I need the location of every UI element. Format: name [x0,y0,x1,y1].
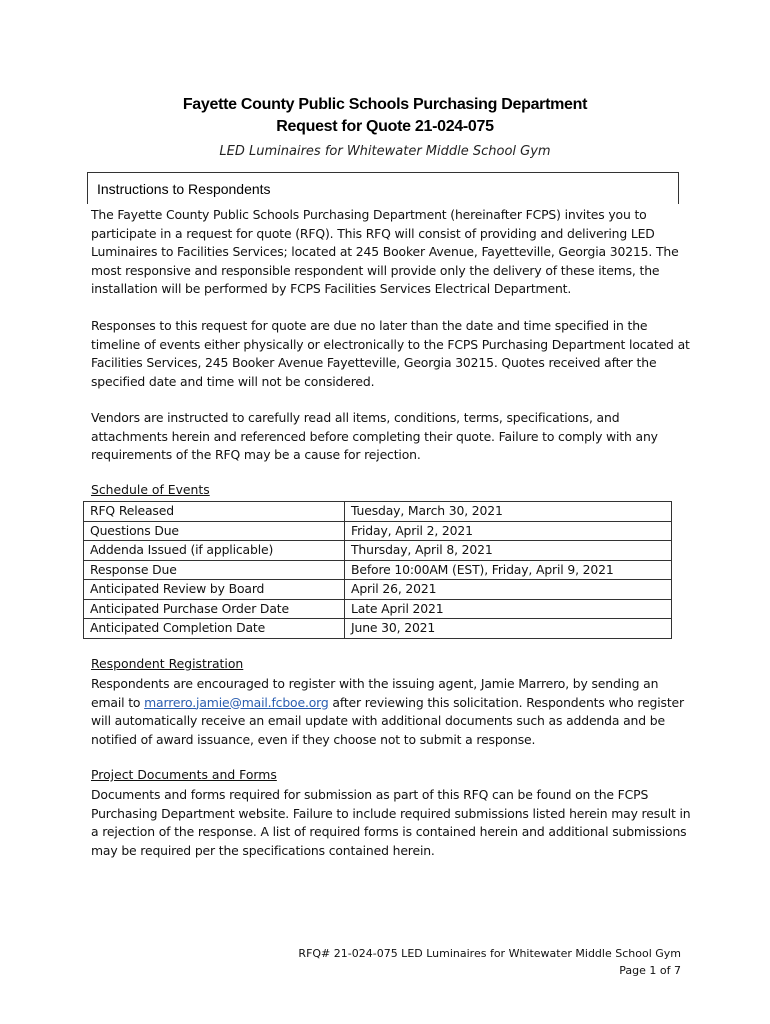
contact-email-link[interactable]: marrero.jamie@mail.fcboe.org [144,694,329,710]
registration-text-before: Respondents are encouraged to register with the issuing agent, Jamie Marrero, by sending an email to [91,676,659,710]
table-row [84,560,672,580]
title-block [0,94,770,162]
table-row [84,541,672,561]
project-documents-paragraph: Documents and forms required for submission as part of this RFQ can be found on the FCPS Purchasing Department website. Failure to include required submissions listed herein may result in a rejection of the response. A list of required forms is contained herein and additional submissions may be required per the specifications contained herein. [91,787,691,858]
date-cell: April 26, 2021 [345,580,672,600]
page-footer [298,945,681,979]
instructions-paragraph-3: Vendors are instructed to carefully read all items, conditions, terms, specifications, and attachments herein and referenced before completing their quote. Failure to comply with any requirements of the RFQ may be a cause for rejection. [91,410,658,463]
table-row [84,521,672,541]
instructions-paragraph-1: The Fayette County Public Schools Purchasing Department (hereinafter FCPS) invites you to participate in a request for quote (RFQ). This RFQ will consist of providing and delivering LED Luminaires to Facilities Services; located at 245 Booker Avenue, Fayetteville, Georgia 30215. The most responsive and responsible respondent will provide only the delivery of these items, the installation will be performed by FCPS Facilities Services Electrical Department. [91,207,679,297]
footer-rfq-line: RFQ# 21-024-075 LED Luminaires for Whitewater Middle School Gym [298,947,681,960]
instructions-heading: Instructions to Respondents [97,181,271,197]
table-row [84,599,672,619]
instructions-paragraph-2: Responses to this request for quote are due no later than the date and time specified in the timeline of events either physically or electronically to the FCPS Purchasing Department located at Facilities Services, 245 Booker Avenue Fayetteville, Georgia 30215. Quotes received after the specified date and time will not be considered. [91,318,690,389]
date-cell: Thursday, April 8, 2021 [345,541,672,561]
event-cell: Response Due [84,560,345,580]
event-cell: Questions Due [84,521,345,541]
date-cell: Friday, April 2, 2021 [345,521,672,541]
project-documents-title: Project Documents and Forms [91,767,277,782]
document-title: Fayette County Public Schools Purchasing Department [182,96,588,113]
date-cell: Before 10:00AM (EST), Friday, April 9, 2021 [345,560,672,580]
document-subtitle: LED Luminaires for Whitewater Middle School Gym [219,144,551,159]
date-cell: June 30, 2021 [345,619,672,639]
schedule-table [83,501,672,639]
event-cell: Addenda Issued (if applicable) [84,541,345,561]
date-cell: Tuesday, March 30, 2021 [345,502,672,522]
table-row [84,502,672,522]
table-row [84,580,672,600]
event-cell: Anticipated Completion Date [84,619,345,639]
event-cell: Anticipated Review by Board [84,580,345,600]
event-cell: RFQ Released [84,502,345,522]
instructions-heading-box [87,172,679,204]
event-cell: Anticipated Purchase Order Date [84,599,345,619]
date-cell: Late April 2021 [345,599,672,619]
schedule-title: Schedule of Events [91,482,210,497]
registration-text-after: after reviewing this solicitation. Respondents who register will automatically receive an email update with additional documents such as addenda and be notified of award issuance, even if they choose not to submit a response. [91,694,684,747]
table-row [84,619,672,639]
rfq-number-title: Request for Quote 21-024-075 [276,118,494,135]
registration-title: Respondent Registration [91,656,244,671]
page-number: Page 1 of 7 [619,964,681,977]
registration-paragraph [91,675,691,749]
